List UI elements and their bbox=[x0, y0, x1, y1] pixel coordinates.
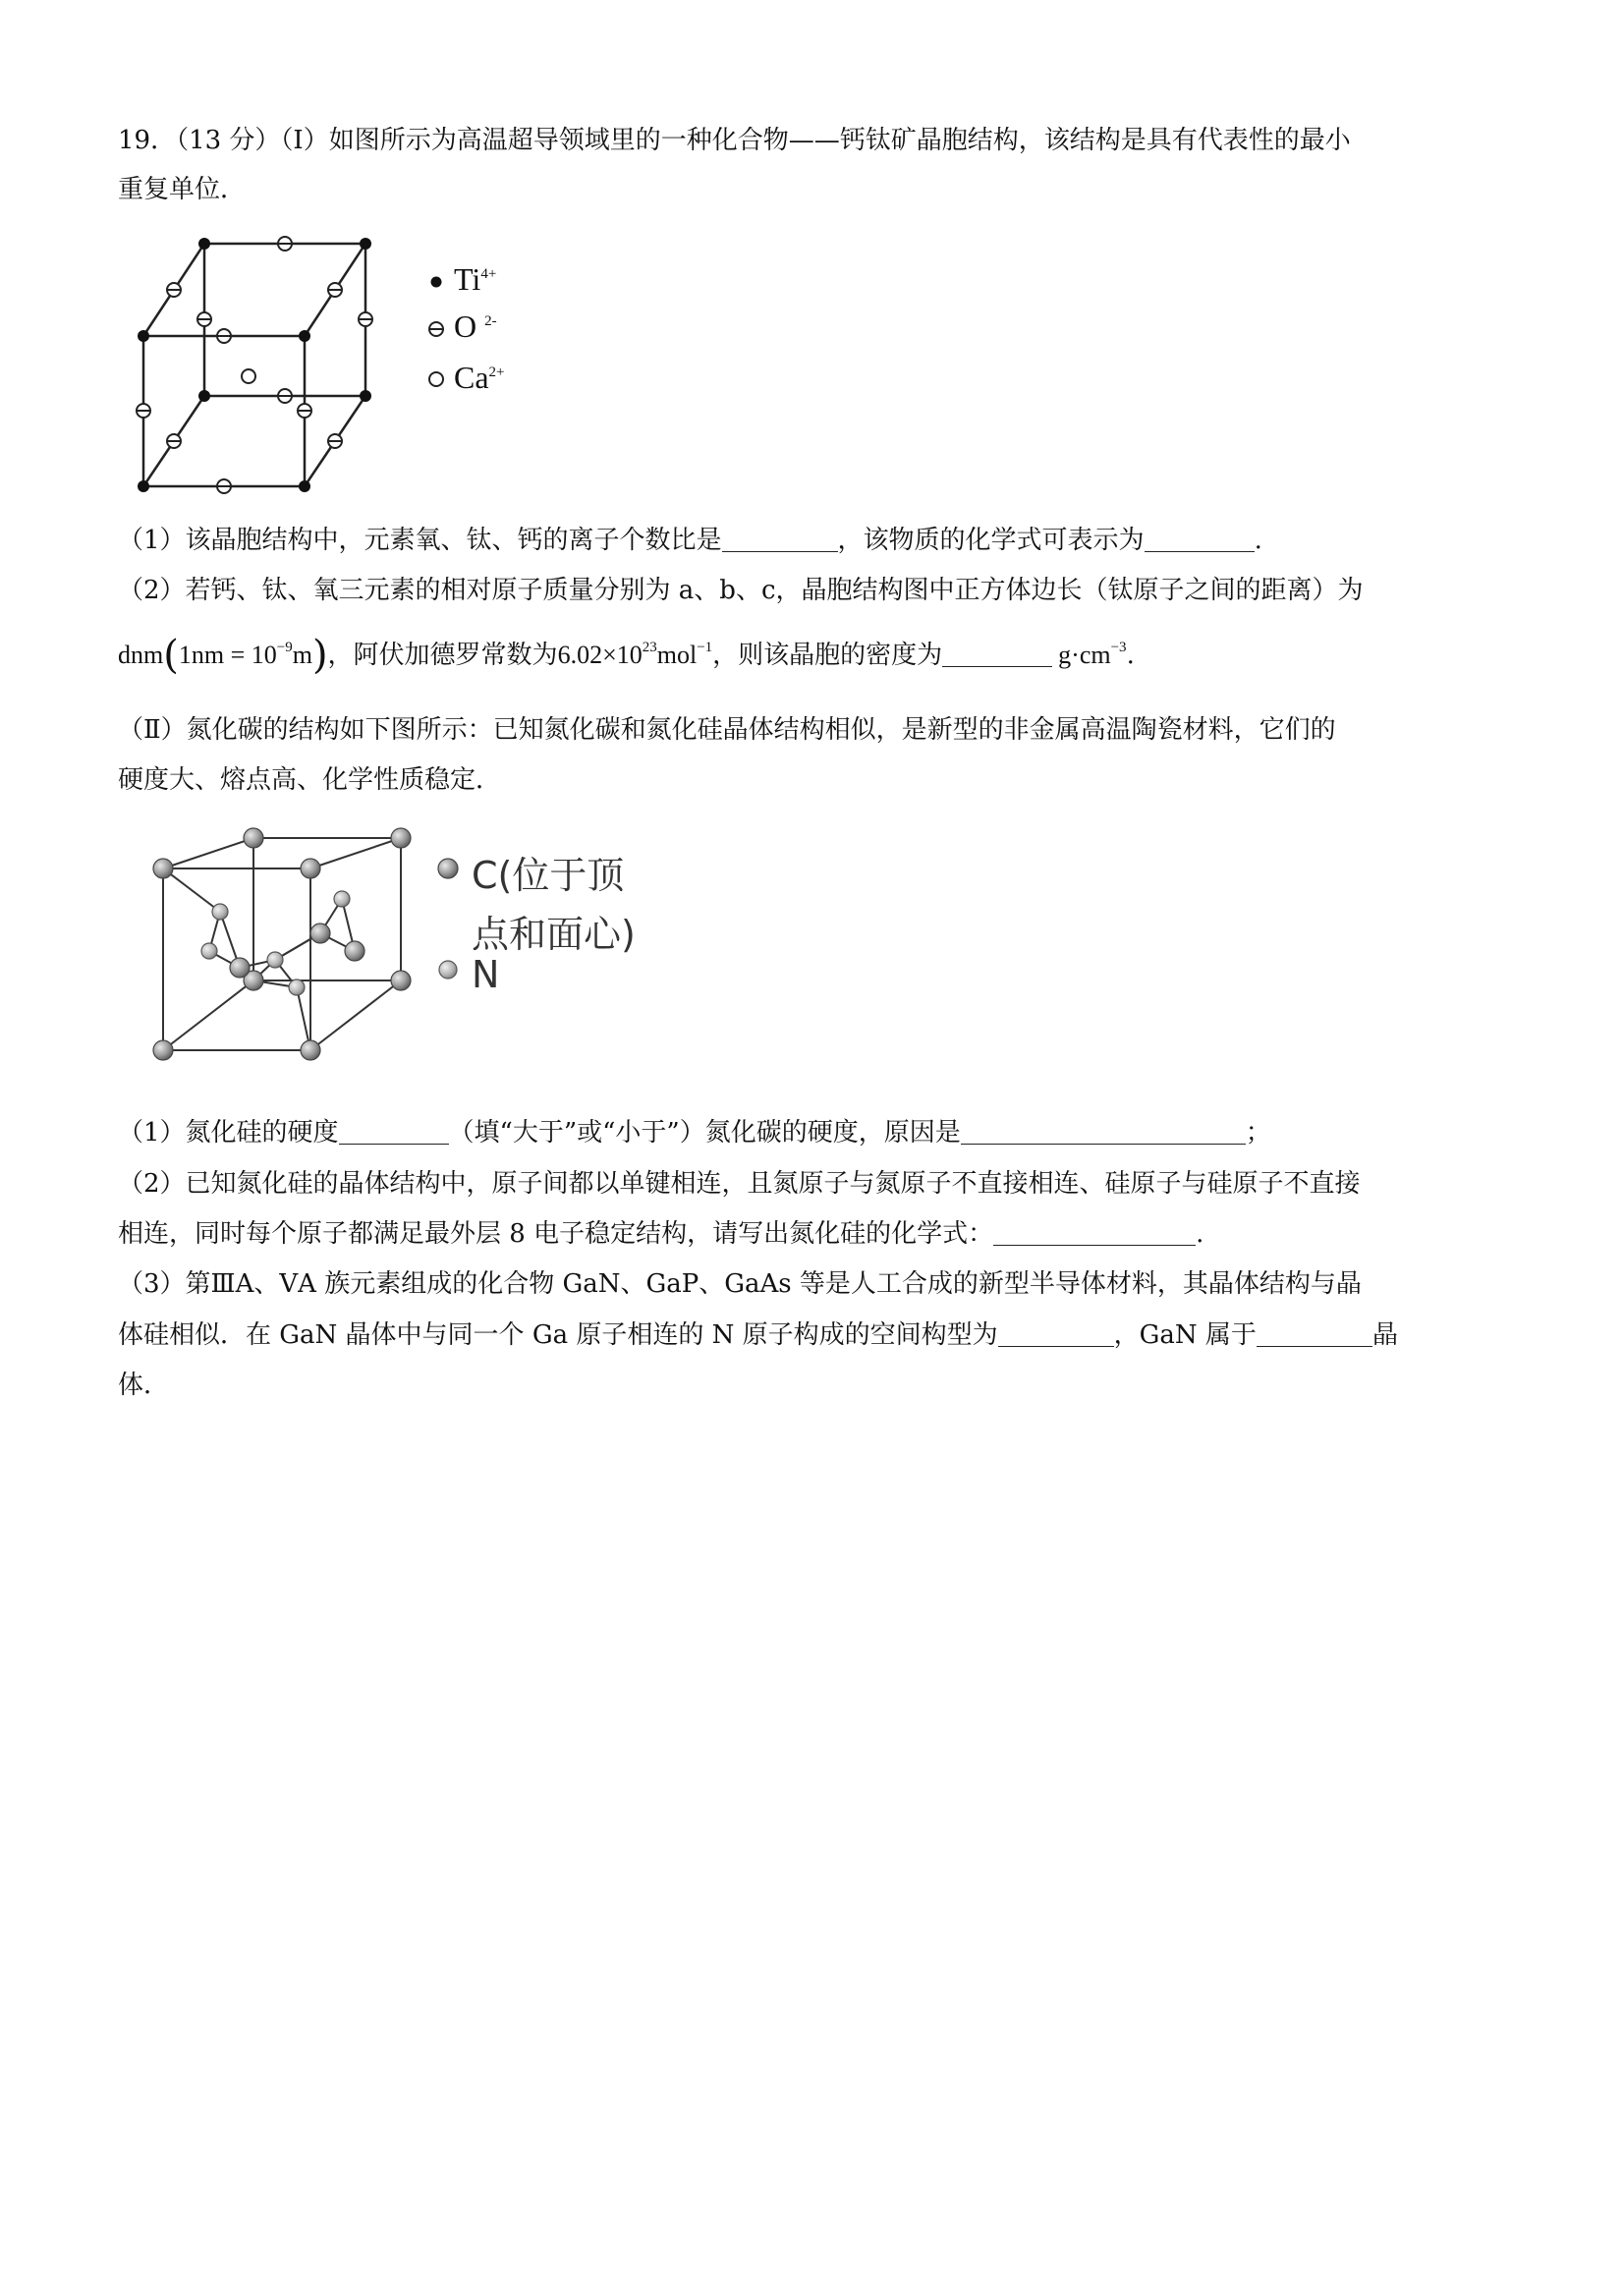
part2-q3-line1: （3）第ⅢA、ⅤA 族元素组成的化合物 GaN、GaP、GaAs 等是人工合成的新型半导体材料，其晶体结构与晶 bbox=[118, 1269, 1362, 1299]
ti-ions bbox=[138, 238, 371, 492]
answer-blank-reason[interactable] bbox=[961, 1114, 1246, 1145]
answer-blank-crystal-type[interactable] bbox=[1257, 1316, 1372, 1347]
answer-blank-si3n4-formula[interactable] bbox=[993, 1215, 1196, 1246]
legend-c-line2: 点和面心) bbox=[472, 913, 636, 956]
answer-blank-ratio[interactable] bbox=[722, 522, 838, 552]
question-intro-line1: 19．（13 分）（Ⅰ）如图所示为高温超导领域里的一种化合物——钙钛矿晶胞结构，该结构是具有代表性的最小 bbox=[118, 126, 1351, 155]
c-atoms bbox=[153, 828, 411, 1060]
part2-q3-line2: 体硅相似．在 GaN 晶体中与同一个 Ga 原子相连的 N 原子构成的空间构型为 ，GaN 属于 晶 bbox=[118, 1309, 1398, 1362]
answer-blank-hardness[interactable] bbox=[339, 1114, 449, 1145]
legend-ca: $Ca^{2+}$ bbox=[454, 360, 505, 395]
carbon-nitride-figure bbox=[138, 820, 432, 1076]
part1-q2-line1: （2）若钙、钛、氧三元素的相对原子质量分别为 a、b、c，晶胞结构图中正方体边长（钛原子之间的距离）为 bbox=[118, 576, 1364, 605]
answer-blank-density[interactable] bbox=[942, 637, 1052, 667]
answer-blank-geometry[interactable] bbox=[998, 1316, 1114, 1347]
legend-o: O $^{2-}$ bbox=[454, 308, 497, 344]
part1-q2-line2: $dnm(1nm = 10^{-9}m)$，阿伏加德罗常数为$6.02\times 10^{23}mol^{-1}$，则该晶胞的密度为 $g\cdot cm^{-3}$. bbox=[118, 633, 1135, 678]
o-ions bbox=[137, 237, 372, 493]
legend-n: N bbox=[472, 953, 500, 996]
part1-q1: （1）该晶胞结构中，元素氧、钛、钙的离子个数比是 ，该物质的化学式可表示为 . bbox=[118, 514, 1262, 567]
question-intro-line2: 重复单位． bbox=[118, 175, 247, 204]
legend-c-line1: C(位于顶 bbox=[472, 854, 625, 897]
figure1-legend bbox=[429, 277, 443, 387]
answer-blank-formula[interactable] bbox=[1145, 522, 1255, 552]
part2-q2-line2: 相连，同时每个原子都满足最外层 8 电子稳定结构，请写出氮化硅的化学式： . bbox=[118, 1207, 1203, 1260]
legend-ti: $Ti^{4+}$ bbox=[454, 261, 497, 297]
figure2-legend-markers bbox=[434, 855, 464, 982]
part2-intro-line2: 硬度大、熔点高、化学性质稳定． bbox=[118, 765, 502, 795]
ca-ion bbox=[242, 369, 255, 383]
part2-q3-line3: 体． bbox=[118, 1371, 170, 1400]
part2-q2-line1: （2）已知氮化硅的晶体结构中，原子间都以单键相连，且氮原子与氮原子不直接相连、硅原子与硅原子不直接 bbox=[118, 1169, 1361, 1199]
part2-intro-line1: （Ⅱ）氮化碳的结构如下图所示：已知氮化碳和氮化硅晶体结构相似，是新型的非金属高温陶瓷材料，它们的 bbox=[118, 715, 1336, 745]
part2-q1: （1）氮化硅的硬度 （填“大于”或“小于”）氮化碳的硬度，原因是 ； bbox=[118, 1106, 1271, 1159]
